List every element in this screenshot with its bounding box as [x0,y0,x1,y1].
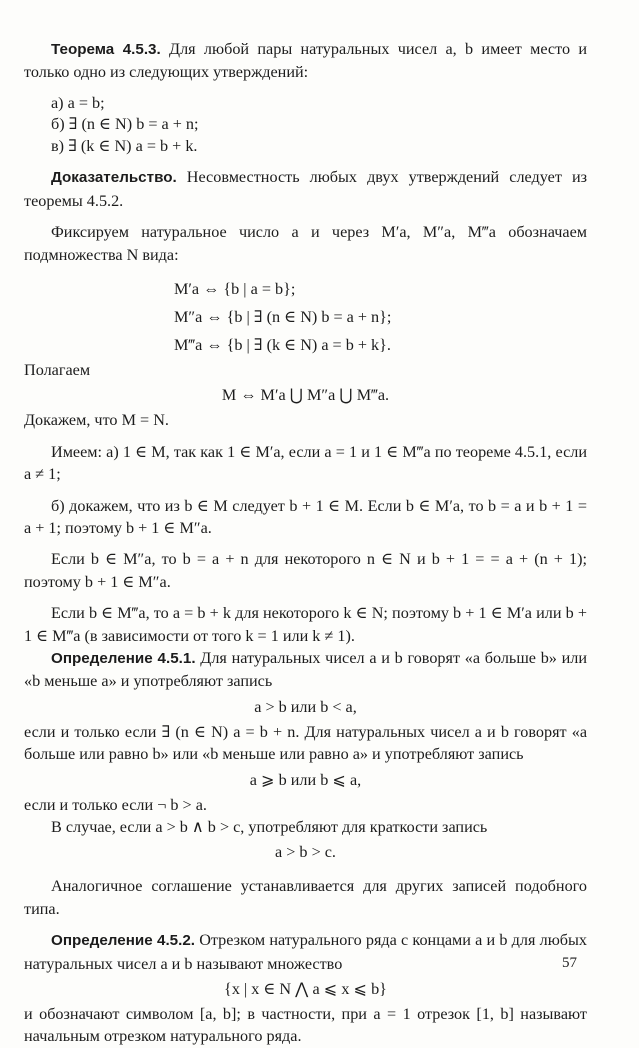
have-b-paragraph: б) докажем, что из b ∈ M следует b + 1 ∈ M. Если b ∈ M′a, то b = a и b + 1 = a + 1; поэтому b + 1 ∈ M″a. [24,496,587,537]
theorem-text: Для любой пары натуральных чисел a, b имеет место и только одно из следующих утверждений: [24,40,588,82]
cond1-paragraph: если и только если ∃ (n ∈ N) a = b + n. Для натуральных чисел a и b говорят «a больше или равно b» или «b меньше или равно a» и употребляют запись [24,722,587,764]
formula-chain: a > b > c. [275,843,336,862]
def-formula-3: M‴a ⇔ {b | ∃ (k ∈ N) a = b + k}. [174,335,391,354]
cond2-paragraph: если и только если ¬ b > a. [24,795,207,814]
have-a-paragraph: Имеем: а) 1 ∈ M, так как 1 ∈ M′a, если a = 1 и 1 ∈ M‴a по теореме 4.5.1, если a ≠ 1; [24,442,587,484]
formula-greater: a > b или b < a, [254,697,357,716]
def2-tail: и обозначают символом [a, b]; в частности, при a = 1 отрезок [1, b] называют начальным отрезком натурального ряда. [24,1005,587,1046]
def-formula-2: M″a ⇔ {b | ∃ (n ∈ N) b = a + n}; [174,307,392,326]
theorem-item-a: а) a = b; [51,93,105,112]
theorem-label: Теорема 4.5.3. [51,41,161,58]
def-formula-1: M′a ⇔ {b | a = b}; [174,279,296,298]
proof-label: Доказательство. [51,169,177,187]
prove-line: Докажем, что M = N. [24,411,169,430]
case3-paragraph: Если b ∈ M‴a, то a = b + k для некоторого k ∈ N; поэтому b + 1 ∈ M′a или b + 1 ∈ M‴a (в зависимости от того k = 1 или k ≠ 1). [24,604,587,645]
proof-text: Несовместность любых двух утверждений следует из теоремы 4.5.2. [24,168,587,210]
theorem-paragraph [24,38,587,84]
def2-paragraph [24,929,587,975]
fix-paragraph: Фиксируем натуральное число a и через M′a, M″a, M‴a обозначаем подмножества N вида: [24,223,587,264]
case-paragraph: В случае, если a > b ∧ b > c, употребляют для краткости запись [51,818,488,837]
def1-paragraph [24,647,587,693]
theorem-items [24,93,587,158]
def2-label: Определение 4.5.2. [51,932,196,950]
def2-text: Отрезком натурального ряда с концами a и b для любых натуральных чисел a и b называют множество [24,931,587,973]
formula-greater-equal: a ⩾ b или b ⩽ a, [249,770,362,789]
proof-paragraph [24,166,587,212]
def1-text: Для натуральных чисел a и b говорят «a больше b» или «b меньше a» и употребляют запись [24,649,587,691]
union-formula: M ⇔ M′a ⋃ M″a ⋃ M‴a. [221,386,390,405]
case2-paragraph: Если b ∈ M″a, то b = a + n для некоторого n ∈ N и b + 1 = = a + (n + 1); поэтому b + 1 ∈ M″a. [24,550,587,591]
page-number: 57 [562,955,577,971]
def1-label: Определение 4.5.1. [51,650,196,667]
segment-formula: {x | x ∈ N ⋀ a ⩽ x ⩽ b} [224,980,387,999]
analog-paragraph: Аналогичное соглашение устанавливается для других записей подобного типа. [24,877,587,918]
assume-label: Полагаем [24,360,91,379]
theorem-item-b: б) ∃ (n ∈ N) b = a + n; [51,115,199,134]
theorem-item-c: в) ∃ (k ∈ N) a = b + k. [51,136,198,155]
